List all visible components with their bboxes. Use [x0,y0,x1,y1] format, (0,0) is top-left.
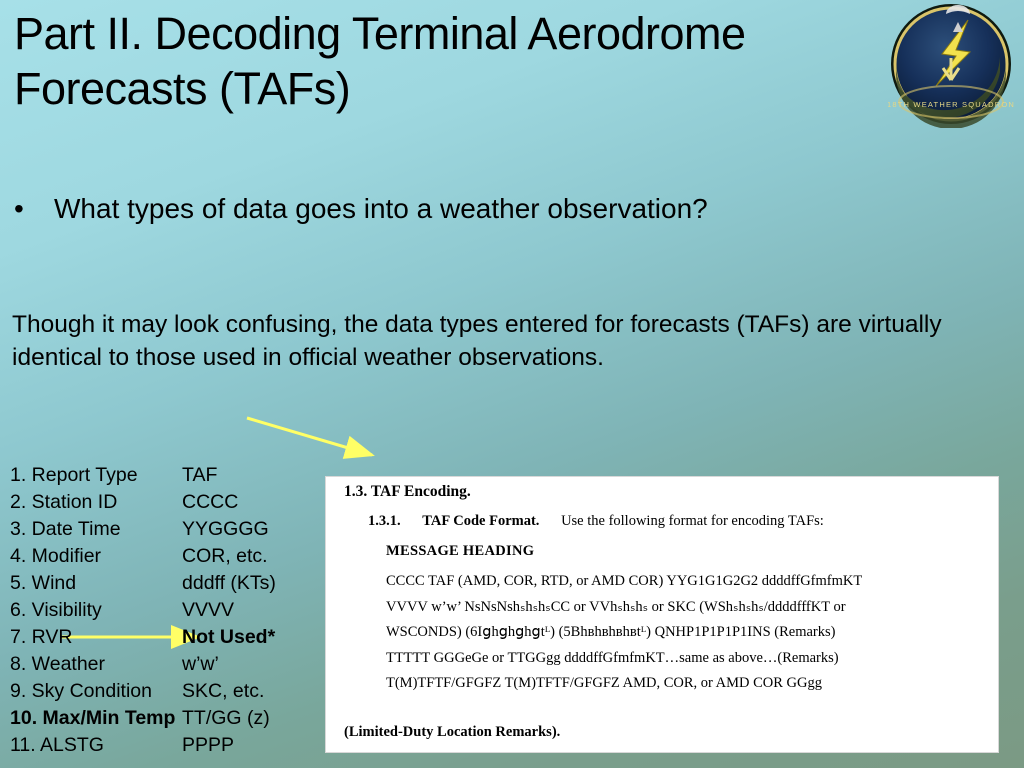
list-item-label: 4. Modifier [10,545,102,567]
list-item-label: 5. Wind [10,572,77,594]
list-item-value: YYGGGG [182,518,269,540]
document-heading: 1.3. TAF Encoding. [344,483,471,500]
list-item-value: PPPP [182,734,235,756]
list-item-label: 7. RVR [10,626,73,648]
body-paragraph: Though it may look confusing, the data types entered for forecasts (TAFs) are virtually identical to those used in official weather observations. [12,311,942,371]
list-item-label: 3. Date Time [10,518,121,540]
list-item-label: 6. Visibility [10,599,102,621]
weather-squadron-patch-icon [888,2,1014,128]
document-line: CCCC TAF (AMD, COR, RTD, or AMD COR) YYG1G1G2G2 ddddffGfmfmKT [386,573,863,589]
list-item-label: 10. Max/Min Temp [10,707,176,729]
list-item [10,597,340,624]
list-item [10,543,340,570]
list-item-value: Not Used* [182,626,276,648]
arrow-to-document [247,418,372,455]
document-line: TTTTT GGGeGe or TTGGgg ddddffGfmfmKT…same as above…(Remarks) [386,649,839,666]
list-item [10,489,340,516]
bullet-marker: • [14,193,24,224]
document-line: WSCONDS) (6Iցhցhցhցtᴸ) (5Bhʙhʙhʙhʙtᴸ) QNHP1P1P1P1INS (Remarks) [386,624,836,640]
list-item-value: dddff (KTs) [182,572,276,594]
list-item-label: 8. Weather [10,653,106,675]
list-item [10,705,340,732]
document-subheading [368,513,824,530]
document-line: VVVV w’w’ NsNsNshₛhₛhₛCC or VVhₛhₛhₛ or SKC (WShₛhₛhₛ/ddddfffKT or [386,598,846,615]
badge-text: 18TH WEATHER SQUADRON [888,100,1014,109]
list-item-value: TAF [182,464,218,486]
bullet-item [14,192,1004,226]
list-item-value: VVVV [182,599,235,621]
document-subheading-number: 1.3.1. [368,513,401,529]
list-item-label: 1. Report Type [10,464,138,486]
list-item-label: 11. ALSTG [10,734,104,756]
taf-element-list [10,462,340,759]
page-title: Part II. Decoding Terminal Aerodrome Forecasts (TAFs) [14,8,746,114]
list-item-value: TT/GG (z) [182,707,270,729]
taf-encoding-document [325,476,999,753]
list-item [10,516,340,543]
list-item [10,462,340,489]
list-item [10,570,340,597]
bullet-label: What types of data goes into a weather observation? [54,193,708,224]
document-line: T(M)TFTF/GFGFZ T(M)TFTF/GFGFZ AMD, COR, or AMD COR GGgg [386,675,822,691]
document-subheading-rest: Use the following format for encoding TAFs: [561,513,824,529]
list-item-label: 2. Station ID [10,491,118,513]
list-item-value: CCCC [182,491,239,513]
list-item-value: w’w’ [182,653,219,675]
list-item-value: SKC, etc. [182,680,265,702]
list-item [10,678,340,705]
list-item [10,624,340,651]
list-item [10,651,340,678]
document-body [386,569,982,697]
list-item-label: 9. Sky Condition [10,680,152,702]
document-subheading-bold: TAF Code Format. [422,513,540,529]
list-item [10,732,340,759]
document-footer: (Limited-Duty Location Remarks). [344,724,561,740]
document-section-label: MESSAGE HEADING [386,543,535,559]
list-item-value: COR, etc. [182,545,268,567]
